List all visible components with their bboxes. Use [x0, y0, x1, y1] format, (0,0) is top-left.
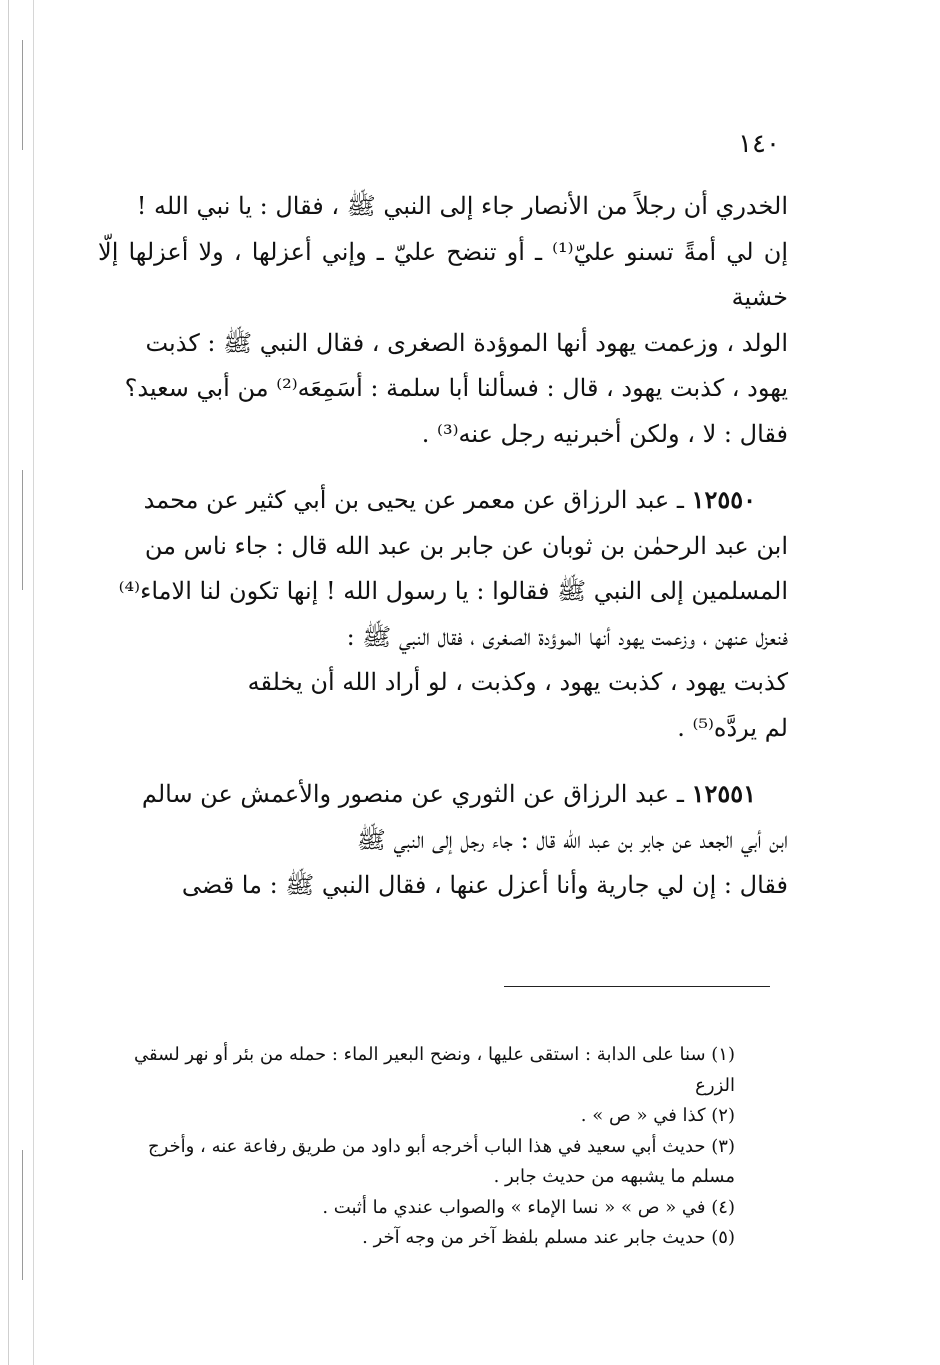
text-line: المسلمين إلى النبي ﷺ فقالوا : يا رسول الله ! إنها تكون لنا الاماء⁽⁴⁾	[118, 577, 788, 605]
footnote: (٥) حديث جابر عند مسلم بلفظ آخر من وجه آخر .	[362, 1227, 735, 1248]
text-line: يهود ، كذبت يهود ، قال : فسألنا أبا سلمة : أسَمِعَه⁽²⁾ من أبي سعيد؟	[124, 374, 788, 402]
footnotes	[100, 1040, 735, 1254]
scan-edge-line	[22, 40, 23, 150]
footnote: (١) سنا على الدابة : استقى عليها ، ونضح البعير الماء : حمله من بئر أو نهر لسقي الزرع	[134, 1044, 735, 1096]
footnote: (٣) حديث أبي سعيد في هذا الباب أخرجه أبو داود من طريق رفاعة عنه ، وأخرج	[147, 1135, 735, 1157]
text-line: فنعزل عنهن ، وزعمت يهود أنها الموؤدة الصغرى ، فقال النبي ﷺ :	[346, 622, 788, 651]
text-line: ـ عبد الرزاق عن معمر عن يحيى بن أبي كثير عن محمد	[143, 486, 684, 514]
text-line: ـ عبد الرزاق عن الثوري عن منصور والأعمش عن سالم	[141, 780, 684, 808]
scan-edge-line	[33, 0, 34, 1365]
footnote: (٢) كذا في « ص » .	[580, 1105, 735, 1126]
text-line: الولد ، وزعمت يهود أنها الموؤدة الصغرى ، فقال النبي ﷺ : كذبت	[145, 328, 788, 357]
text-line: لم يردَّه⁽⁵⁾ .	[677, 713, 788, 742]
text-line: ابن عبد الرحمٰن بن ثوبان عن جابر بن عبد الله قال : جاء ناس من	[144, 531, 788, 560]
scan-edge-line	[22, 470, 23, 590]
main-text	[98, 184, 788, 909]
scan-edge-line	[22, 1150, 23, 1280]
footnote-continuation: مسلم ما يشبهه من حديث جابر .	[493, 1166, 735, 1187]
hadith-number: ١٢٥٥١	[691, 779, 756, 808]
page-number: ١٤٠	[738, 129, 780, 159]
text-line: ابن أبي الجعد عن جابر بن عبد الله قال : جاء رجل إلى النبي ﷺ	[356, 825, 788, 854]
paragraph	[98, 818, 788, 909]
hadith-paragraph	[98, 477, 788, 524]
text-line: إن لي أمةً تسنو عليّ⁽¹⁾ ـ أو تنضح عليّ ـ وإني أعزلها ، ولا أعزلها إلّا خشية	[98, 237, 788, 311]
footnote-separator	[504, 986, 770, 987]
text-line: الخدري أن رجلاً من الأنصار جاء إلى النبي ﷺ ، فقال : يا نبي الله !	[136, 192, 788, 220]
scan-edge-line	[8, 0, 9, 1365]
text-line: فقال : إن لي جارية وأنا أعزل عنها ، فقال النبي ﷺ : ما قضى	[181, 871, 788, 899]
hadith-number: ١٢٥٥٠	[691, 485, 756, 514]
paragraph	[98, 524, 788, 752]
hadith-paragraph	[98, 771, 788, 818]
paragraph	[98, 184, 788, 457]
footnote: (٤) في « ص » « نسا الإماء » والصواب عندي ما أثبت .	[322, 1196, 735, 1218]
text-line: فقال : لا ، ولكن أخبرنيه رجل عنه⁽³⁾ .	[421, 419, 788, 448]
text-line: كذبت يهود ، كذبت يهود ، وكذبت ، لو أراد الله أن يخلقه	[247, 668, 788, 696]
